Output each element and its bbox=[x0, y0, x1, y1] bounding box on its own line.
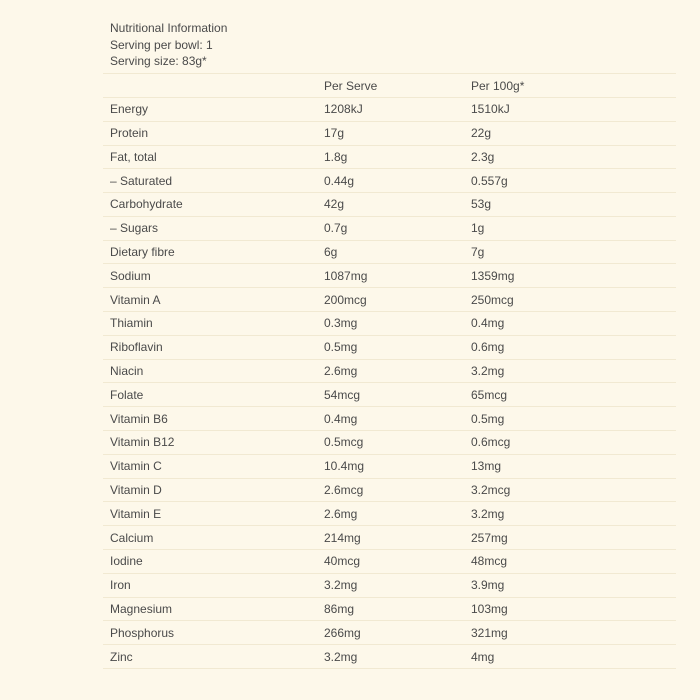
nutrient-name: Phosphorus bbox=[110, 625, 175, 640]
table-row bbox=[103, 573, 676, 597]
column-header-nutrient bbox=[103, 74, 324, 98]
per-100g-value: 22g bbox=[471, 126, 492, 141]
table-row bbox=[103, 431, 676, 455]
table-row bbox=[103, 145, 676, 169]
per-100g-value: 3.2mcg bbox=[471, 483, 511, 498]
nutrient-name: Vitamin B12 bbox=[110, 435, 175, 450]
per-serve-value: 1208kJ bbox=[324, 102, 363, 117]
table-row bbox=[103, 407, 676, 431]
per-100g-value: 257mg bbox=[471, 530, 508, 545]
table-row bbox=[103, 240, 676, 264]
per-100g-value: 0.6mcg bbox=[471, 435, 511, 450]
column-header-per-serve: Per Serve bbox=[324, 78, 378, 93]
per-serve-value: 0.5mcg bbox=[324, 435, 364, 450]
nutrient-name: Vitamin C bbox=[110, 459, 162, 474]
per-serve-value: 3.2mg bbox=[324, 649, 358, 664]
nutrition-table-body bbox=[103, 97, 676, 668]
per-serve-value: 2.6mcg bbox=[324, 483, 364, 498]
nutrient-name: – Sugars bbox=[110, 221, 159, 236]
nutrition-header bbox=[103, 20, 676, 70]
table-row bbox=[103, 383, 676, 407]
nutrient-name: Magnesium bbox=[110, 602, 173, 617]
table-row bbox=[103, 97, 676, 121]
per-serve-value: 0.4mg bbox=[324, 411, 358, 426]
table-row bbox=[103, 526, 676, 550]
nutrient-name: Carbohydrate bbox=[110, 197, 183, 212]
per-serve-value: 266mg bbox=[324, 625, 361, 640]
nutrient-name: Dietary fibre bbox=[110, 245, 175, 260]
per-serve-value: 6g bbox=[324, 245, 338, 260]
per-100g-value: 65mcg bbox=[471, 387, 508, 402]
per-100g-value: 13mg bbox=[471, 459, 502, 474]
per-100g-value: 0.6mg bbox=[471, 340, 505, 355]
nutrient-name: Calcium bbox=[110, 530, 154, 545]
nutrition-title: Nutritional Information bbox=[110, 21, 228, 35]
column-header-per-100g: Per 100g* bbox=[471, 78, 525, 93]
nutrient-name: Folate bbox=[110, 387, 144, 402]
nutrient-name: Thiamin bbox=[110, 316, 153, 331]
table-row bbox=[103, 597, 676, 621]
nutrient-name: Riboflavin bbox=[110, 340, 163, 355]
table-row bbox=[103, 335, 676, 359]
per-100g-value: 103mg bbox=[471, 602, 508, 617]
nutrition-panel bbox=[103, 20, 676, 669]
per-100g-value: 0.557g bbox=[471, 173, 508, 188]
servings-per-bowl: Serving per bowl: 1 bbox=[110, 37, 213, 52]
nutrient-name: Vitamin B6 bbox=[110, 411, 168, 426]
nutrient-name: Protein bbox=[110, 126, 149, 141]
per-serve-value: 0.7g bbox=[324, 221, 348, 236]
per-serve-value: 0.44g bbox=[324, 173, 355, 188]
table-row bbox=[103, 502, 676, 526]
per-serve-value: 10.4mg bbox=[324, 459, 365, 474]
table-row bbox=[103, 645, 676, 669]
per-serve-value: 2.6mg bbox=[324, 506, 358, 521]
table-row bbox=[103, 193, 676, 217]
per-100g-value: 7g bbox=[471, 245, 485, 260]
per-serve-value: 0.3mg bbox=[324, 316, 358, 331]
nutrient-name: Sodium bbox=[110, 268, 151, 283]
nutrient-name: Vitamin D bbox=[110, 483, 162, 498]
per-serve-value: 54mcg bbox=[324, 387, 361, 402]
per-serve-value: 40mcg bbox=[324, 554, 361, 569]
per-serve-value: 86mg bbox=[324, 602, 355, 617]
table-row bbox=[103, 621, 676, 645]
nutrition-table bbox=[103, 73, 676, 669]
per-100g-value: 4mg bbox=[471, 649, 495, 664]
per-100g-value: 1510kJ bbox=[471, 102, 510, 117]
nutrient-name: Niacin bbox=[110, 364, 144, 379]
per-100g-value: 3.2mg bbox=[471, 364, 505, 379]
per-serve-value: 200mcg bbox=[324, 292, 367, 307]
nutrient-name: Vitamin E bbox=[110, 506, 162, 521]
per-serve-value: 0.5mg bbox=[324, 340, 358, 355]
table-row bbox=[103, 454, 676, 478]
table-row bbox=[103, 288, 676, 312]
per-100g-value: 0.5mg bbox=[471, 411, 505, 426]
nutrient-name: – Saturated bbox=[110, 173, 173, 188]
table-row bbox=[103, 550, 676, 574]
nutrient-name: Iodine bbox=[110, 554, 143, 569]
table-row bbox=[103, 169, 676, 193]
per-100g-value: 48mcg bbox=[471, 554, 508, 569]
per-serve-value: 1087mg bbox=[324, 268, 368, 283]
per-serve-value: 3.2mg bbox=[324, 578, 358, 593]
per-100g-value: 321mg bbox=[471, 625, 508, 640]
per-100g-value: 53g bbox=[471, 197, 492, 212]
per-serve-value: 42g bbox=[324, 197, 345, 212]
per-serve-value: 2.6mg bbox=[324, 364, 358, 379]
table-row bbox=[103, 216, 676, 240]
serving-size: Serving size: 83g* bbox=[110, 54, 207, 69]
table-row bbox=[103, 359, 676, 383]
table-header-row bbox=[103, 74, 676, 98]
per-serve-value: 1.8g bbox=[324, 149, 348, 164]
nutrient-name: Energy bbox=[110, 102, 149, 117]
nutrient-name: Zinc bbox=[110, 649, 133, 664]
per-100g-value: 1359mg bbox=[471, 268, 515, 283]
per-serve-value: 214mg bbox=[324, 530, 361, 545]
per-100g-value: 250mcg bbox=[471, 292, 514, 307]
table-row bbox=[103, 121, 676, 145]
per-100g-value: 3.9mg bbox=[471, 578, 505, 593]
table-row bbox=[103, 478, 676, 502]
table-row bbox=[103, 312, 676, 336]
per-100g-value: 0.4mg bbox=[471, 316, 505, 331]
nutrient-name: Fat, total bbox=[110, 149, 157, 164]
per-serve-value: 17g bbox=[324, 126, 345, 141]
per-100g-value: 1g bbox=[471, 221, 485, 236]
table-row bbox=[103, 264, 676, 288]
per-100g-value: 2.3g bbox=[471, 149, 495, 164]
per-100g-value: 3.2mg bbox=[471, 506, 505, 521]
nutrient-name: Iron bbox=[110, 578, 131, 593]
nutrient-name: Vitamin A bbox=[110, 292, 161, 307]
